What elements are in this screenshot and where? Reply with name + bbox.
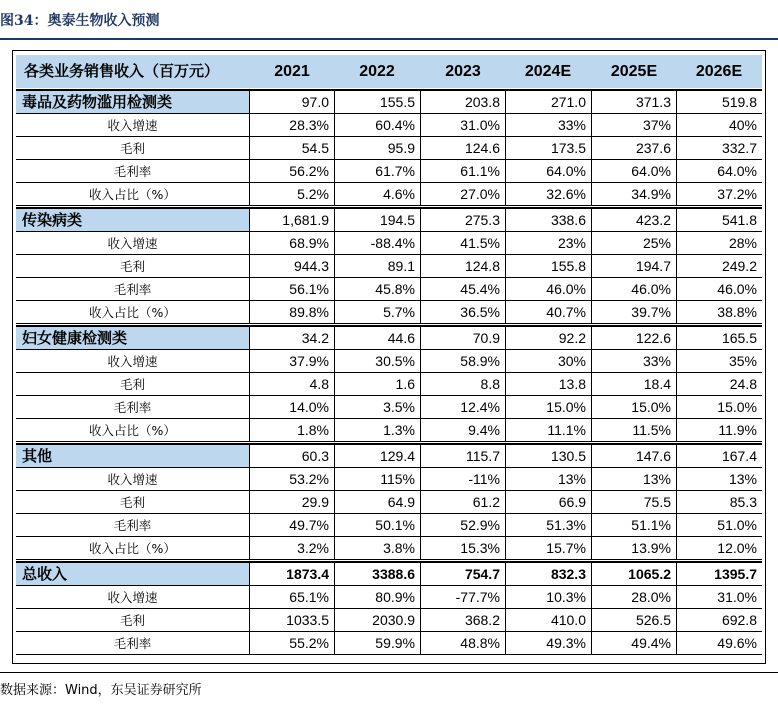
table-cell: 13% [676, 468, 762, 491]
table-cell: 1395.7 [676, 563, 762, 586]
section-row [16, 209, 762, 232]
table-cell: 32.6% [505, 183, 591, 206]
table-cell: 3.5% [334, 396, 420, 419]
table-cell: 14.0% [249, 396, 334, 419]
row-label: 毛利 [119, 259, 145, 274]
table-cell: 2030.9 [334, 609, 420, 632]
header-year-2026e: 2026E [695, 63, 743, 80]
table-row [16, 255, 762, 278]
table-cell: 30% [505, 350, 591, 373]
row-label: 毛利 [119, 495, 145, 510]
table-cell: 66.9 [505, 491, 591, 514]
table-cell: 52.9% [420, 514, 505, 537]
table-cell: 526.5 [591, 609, 676, 632]
table-cell: 34.9% [591, 183, 676, 206]
table-cell: -11% [420, 468, 505, 491]
header-year-2021: 2021 [274, 63, 310, 80]
table-cell: 58.9% [420, 350, 505, 373]
table-cell: 692.8 [676, 609, 762, 632]
table-cell: 173.5 [505, 137, 591, 160]
table-row [16, 419, 762, 442]
table-cell: 27.0% [420, 183, 505, 206]
table-cell: 9.4% [420, 419, 505, 442]
table-cell: 12.0% [676, 537, 762, 560]
table-cell: 80.9% [334, 586, 420, 609]
table-cell: 155.8 [505, 255, 591, 278]
table-cell: 13.8 [505, 373, 591, 396]
table-cell: 56.2% [249, 160, 334, 183]
figure-title: 图34：奥泰生物收入预测 [0, 13, 160, 29]
table-cell: 49.6% [676, 632, 762, 655]
table-row [16, 137, 762, 160]
row-label: 收入增速 [107, 236, 158, 251]
row-label: 毛利 [119, 613, 145, 628]
row-label: 妇女健康检测类 [16, 327, 249, 350]
table-cell: 147.6 [591, 445, 676, 468]
table-row [16, 160, 762, 183]
table-cell: 3388.6 [334, 563, 420, 586]
table-row [16, 537, 762, 560]
table-cell: 45.8% [334, 278, 420, 301]
row-label: 收入占比（%） [89, 187, 176, 202]
row-label: 毛利率 [113, 518, 152, 533]
table-cell: 1,681.9 [249, 209, 334, 232]
table-cell: 368.2 [420, 609, 505, 632]
table-cell: 50.1% [334, 514, 420, 537]
row-label: 其他 [16, 445, 249, 468]
table-cell: 194.5 [334, 209, 420, 232]
table-cell: 23% [505, 232, 591, 255]
table-cell: 203.8 [420, 91, 505, 114]
table-cell: 275.3 [420, 209, 505, 232]
table-cell: 519.8 [676, 91, 762, 114]
table-cell: 85.3 [676, 491, 762, 514]
table-cell: 75.5 [591, 491, 676, 514]
row-divider [16, 654, 762, 655]
table-cell: 46.0% [505, 278, 591, 301]
row-label: 收入增速 [107, 472, 158, 487]
row-label: 收入占比（%） [89, 423, 176, 438]
table-cell: 832.3 [505, 563, 591, 586]
table-cell: 64.0% [591, 160, 676, 183]
table-row [16, 278, 762, 301]
table-row [16, 373, 762, 396]
table-row [16, 632, 762, 655]
header-year-2024e: 2024E [524, 63, 572, 80]
table-cell: 13.9% [591, 537, 676, 560]
table-row [16, 609, 762, 632]
table-cell: 12.4% [420, 396, 505, 419]
row-label: 收入增速 [107, 354, 158, 369]
table-cell: 44.6 [334, 327, 420, 350]
table-cell: 15.0% [591, 396, 676, 419]
table-cell: 194.7 [591, 255, 676, 278]
section-row [16, 445, 762, 468]
table-cell: 423.2 [591, 209, 676, 232]
table-cell: 1.6 [334, 373, 420, 396]
table-cell: 122.6 [591, 327, 676, 350]
table-cell: 332.7 [676, 137, 762, 160]
table-cell: 36.5% [420, 301, 505, 324]
bottom-divider [0, 672, 778, 673]
row-label: 毛利 [119, 141, 145, 156]
row-divider [16, 559, 762, 560]
table-cell: 115.7 [420, 445, 505, 468]
table-cell: 61.7% [334, 160, 420, 183]
table-cell: 51.3% [505, 514, 591, 537]
table-cell: 51.1% [591, 514, 676, 537]
table-cell: 3.8% [334, 537, 420, 560]
table-cell: 48.8% [420, 632, 505, 655]
table-row [16, 301, 762, 324]
table-cell: 38.8% [676, 301, 762, 324]
row-label: 收入增速 [107, 118, 158, 133]
table-cell: 28% [676, 232, 762, 255]
row-label: 毛利率 [113, 282, 152, 297]
table-cell: 18.4 [591, 373, 676, 396]
row-label: 毛利率 [113, 636, 152, 651]
table-row [16, 491, 762, 514]
table-cell: 51.0% [676, 514, 762, 537]
table-cell: 129.4 [334, 445, 420, 468]
table-cell: 165.5 [676, 327, 762, 350]
table-row [16, 468, 762, 491]
row-label: 收入增速 [107, 590, 158, 605]
table-cell: 1033.5 [249, 609, 334, 632]
table-cell: -88.4% [334, 232, 420, 255]
table-cell: 124.6 [420, 137, 505, 160]
section-row [16, 563, 762, 586]
table-cell: 10.3% [505, 586, 591, 609]
table-cell: 64.0% [505, 160, 591, 183]
table-cell: 13% [505, 468, 591, 491]
table-cell: 5.7% [334, 301, 420, 324]
table-cell: 1873.4 [249, 563, 334, 586]
table-cell: 59.9% [334, 632, 420, 655]
table-row [16, 232, 762, 255]
table-cell: 410.0 [505, 609, 591, 632]
table-cell: 124.8 [420, 255, 505, 278]
table-cell: 97.0 [249, 91, 334, 114]
table-cell: 11.9% [676, 419, 762, 442]
row-label: 传染病类 [16, 209, 249, 232]
table-cell: 13% [591, 468, 676, 491]
table-cell: 60.3 [249, 445, 334, 468]
table-cell: 237.6 [591, 137, 676, 160]
table-cell: 61.1% [420, 160, 505, 183]
table-row [16, 586, 762, 609]
table-cell: 130.5 [505, 445, 591, 468]
table-cell: 60.4% [334, 114, 420, 137]
table-cell: 371.3 [591, 91, 676, 114]
table-cell: 53.2% [249, 468, 334, 491]
table-cell: 115% [334, 468, 420, 491]
table-cell: 55.2% [249, 632, 334, 655]
table-cell: 271.0 [505, 91, 591, 114]
table-cell: 33% [505, 114, 591, 137]
row-label: 毛利率 [113, 164, 152, 179]
table-cell: 249.2 [676, 255, 762, 278]
table-cell: 24.8 [676, 373, 762, 396]
header-year-2025e: 2025E [610, 63, 658, 80]
table-cell: 64.9 [334, 491, 420, 514]
table-cell: 338.6 [505, 209, 591, 232]
table-cell: 31.0% [676, 586, 762, 609]
table-cell: 45.4% [420, 278, 505, 301]
table-row [16, 396, 762, 419]
table-cell: 15.0% [505, 396, 591, 419]
section-row [16, 327, 762, 350]
table-cell: 155.5 [334, 91, 420, 114]
header-year-2023: 2023 [445, 63, 481, 80]
row-label: 收入占比（%） [89, 541, 176, 556]
table-cell: 46.0% [591, 278, 676, 301]
table-cell: 49.3% [505, 632, 591, 655]
table-row [16, 183, 762, 206]
header-category: 各类业务销售收入（百万元） [24, 62, 220, 80]
row-divider [16, 205, 762, 206]
table-cell: 35% [676, 350, 762, 373]
table-cell: 70.9 [420, 327, 505, 350]
table-cell: 40.7% [505, 301, 591, 324]
table-cell: 65.1% [249, 586, 334, 609]
table-cell: 15.3% [420, 537, 505, 560]
table-cell: 29.9 [249, 491, 334, 514]
table-cell: 944.3 [249, 255, 334, 278]
table-cell: 15.0% [676, 396, 762, 419]
table-cell: 39.7% [591, 301, 676, 324]
row-label: 毛利率 [113, 400, 152, 415]
table-cell: 30.5% [334, 350, 420, 373]
section-row [16, 91, 762, 114]
table-row [16, 514, 762, 537]
row-divider [16, 441, 762, 442]
table-cell: 31.0% [420, 114, 505, 137]
table-cell: 4.6% [334, 183, 420, 206]
table-cell: 37.2% [676, 183, 762, 206]
table-cell: 33% [591, 350, 676, 373]
table-cell: 41.5% [420, 232, 505, 255]
table-cell: 754.7 [420, 563, 505, 586]
table-cell: -77.7% [420, 586, 505, 609]
title-divider [0, 38, 778, 40]
row-label: 毛利 [119, 377, 145, 392]
row-label: 收入占比（%） [89, 305, 176, 320]
table-cell: 46.0% [676, 278, 762, 301]
table-row [16, 350, 762, 373]
source-note: 数据来源：Wind，东吴证券研究所 [0, 683, 202, 698]
table-row [16, 114, 762, 137]
table-cell: 1.3% [334, 419, 420, 442]
table-cell: 40% [676, 114, 762, 137]
table-cell: 37.9% [249, 350, 334, 373]
table-cell: 95.9 [334, 137, 420, 160]
table-cell: 68.9% [249, 232, 334, 255]
table-header-row [16, 55, 762, 88]
table-cell: 56.1% [249, 278, 334, 301]
table-cell: 25% [591, 232, 676, 255]
table-cell: 1.8% [249, 419, 334, 442]
header-year-2022: 2022 [359, 63, 395, 80]
table-cell: 49.4% [591, 632, 676, 655]
table-cell: 92.2 [505, 327, 591, 350]
table-cell: 89.8% [249, 301, 334, 324]
table-cell: 64.0% [676, 160, 762, 183]
table-cell: 1065.2 [591, 563, 676, 586]
table-cell: 54.5 [249, 137, 334, 160]
table-cell: 167.4 [676, 445, 762, 468]
table-cell: 11.5% [591, 419, 676, 442]
table-cell: 37% [591, 114, 676, 137]
table-cell: 4.8 [249, 373, 334, 396]
table-cell: 49.7% [249, 514, 334, 537]
table-cell: 28.0% [591, 586, 676, 609]
row-label: 总收入 [16, 563, 249, 586]
table-cell: 5.2% [249, 183, 334, 206]
table-cell: 3.2% [249, 537, 334, 560]
table-cell: 541.8 [676, 209, 762, 232]
row-label: 毒品及药物滥用检测类 [16, 91, 249, 114]
table-cell: 34.2 [249, 327, 334, 350]
table-cell: 28.3% [249, 114, 334, 137]
table-cell: 8.8 [420, 373, 505, 396]
table-cell: 61.2 [420, 491, 505, 514]
table-cell: 89.1 [334, 255, 420, 278]
row-divider [16, 323, 762, 324]
table-cell: 11.1% [505, 419, 591, 442]
table-cell: 15.7% [505, 537, 591, 560]
